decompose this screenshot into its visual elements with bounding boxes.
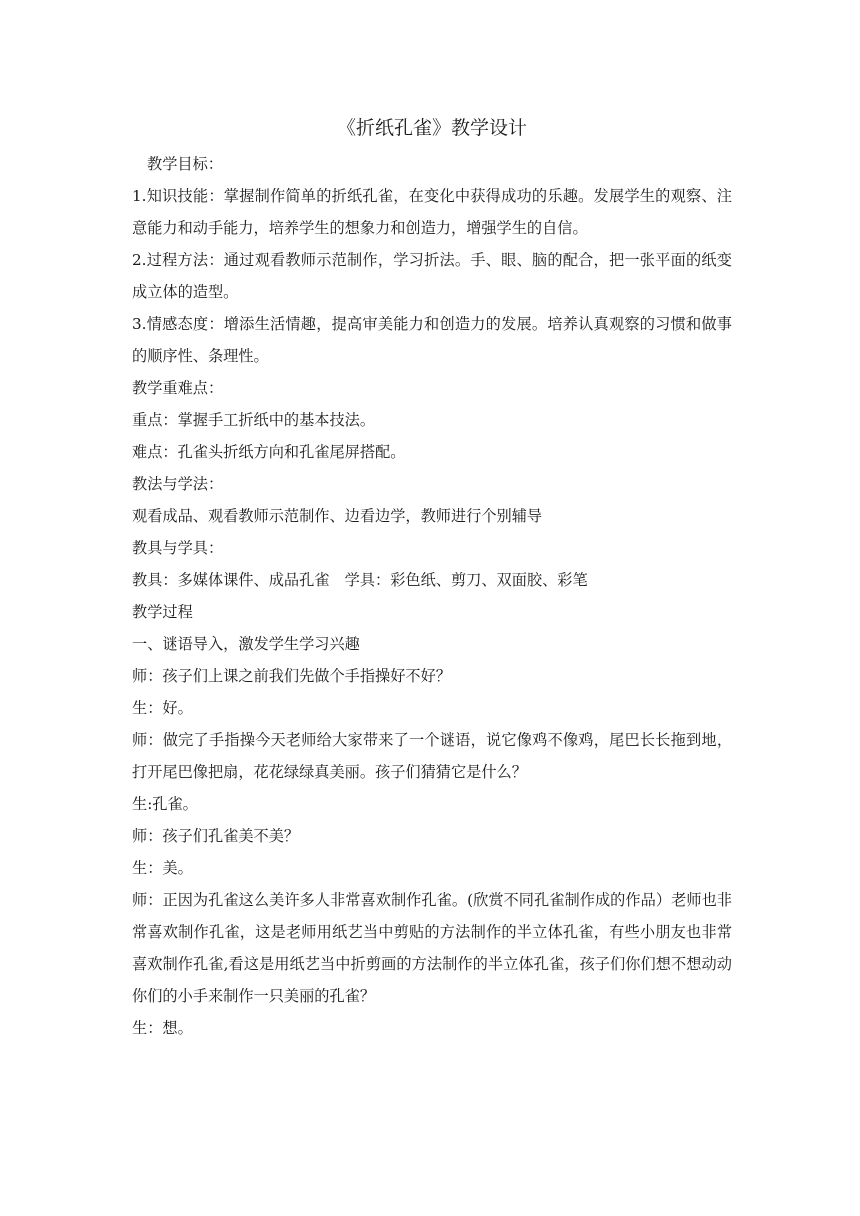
dialogue-line: 师：孩子们上课之前我们先做个手指操好不好？ xyxy=(132,667,451,685)
dialogue-line: 生：美。 xyxy=(132,859,193,877)
section-heading-methods: 教法与学法： xyxy=(132,475,224,493)
paragraph: 观看成品、观看教师示范制作、边看边学，教师进行个别辅导 xyxy=(132,507,543,525)
paragraph: 3.情感态度：增添生活情趣，提高审美能力和创造力的发展。培养认真观察的习惯和做事的顺序性、条理性。 xyxy=(132,315,732,365)
dialogue-line: 师：正因为孔雀这么美许多人非常喜欢制作孔雀。(欣赏不同孔雀制作成的作品）老师也非常喜欢制作孔雀，这是老师用纸艺当中剪贴的方法制作的半立体孔雀，有些小朋友也非常喜欢制作孔雀,看这是用纸艺当中折剪画的方法制作的半立体孔雀，孩子们你们想不想动动你们的小手来制作一只美丽的孔雀？ xyxy=(132,891,732,1005)
paragraph: 难点：孔雀头折纸方向和孔雀尾屏搭配。 xyxy=(132,443,406,461)
dialogue-line: 生：好。 xyxy=(132,699,193,717)
paragraph: 2.过程方法：通过观看教师示范制作，学习折法。手、眼、脑的配合，把一张平面的纸变成立体的造型。 xyxy=(132,251,732,301)
dialogue-line: 生：想。 xyxy=(132,1019,193,1037)
subsection-heading: 一、谜语导入，激发学生学习兴趣 xyxy=(132,635,360,653)
paragraph: 重点：掌握手工折纸中的基本技法。 xyxy=(132,411,375,429)
paragraph: 教具：多媒体课件、成品孔雀 学具：彩色纸、剪刀、双面胶、彩笔 xyxy=(132,571,588,589)
dialogue-line: 师：做完了手指操今天老师给大家带来了一个谜语，说它像鸡不像鸡，尾巴长长拖到地，打开尾巴像把扇，花花绿绿真美丽。孩子们猜猜它是什么？ xyxy=(132,731,732,781)
paragraph: 1.知识技能：掌握制作简单的折纸孔雀，在变化中获得成功的乐趣。发展学生的观察、注意能力和动手能力，培养学生的想象力和创造力，增强学生的自信。 xyxy=(132,187,732,237)
section-heading-materials: 教具与学具： xyxy=(132,539,224,557)
section-heading-key-points: 教学重难点： xyxy=(132,379,224,397)
document-title: 《折纸孔雀》教学设计 xyxy=(336,117,527,139)
section-heading-process: 教学过程 xyxy=(132,603,193,621)
section-heading-goals: 教学目标： xyxy=(147,155,223,173)
document-page xyxy=(132,112,732,1044)
dialogue-line: 生:孔雀。 xyxy=(132,795,198,813)
dialogue-line: 师：孩子们孔雀美不美？ xyxy=(132,827,300,845)
